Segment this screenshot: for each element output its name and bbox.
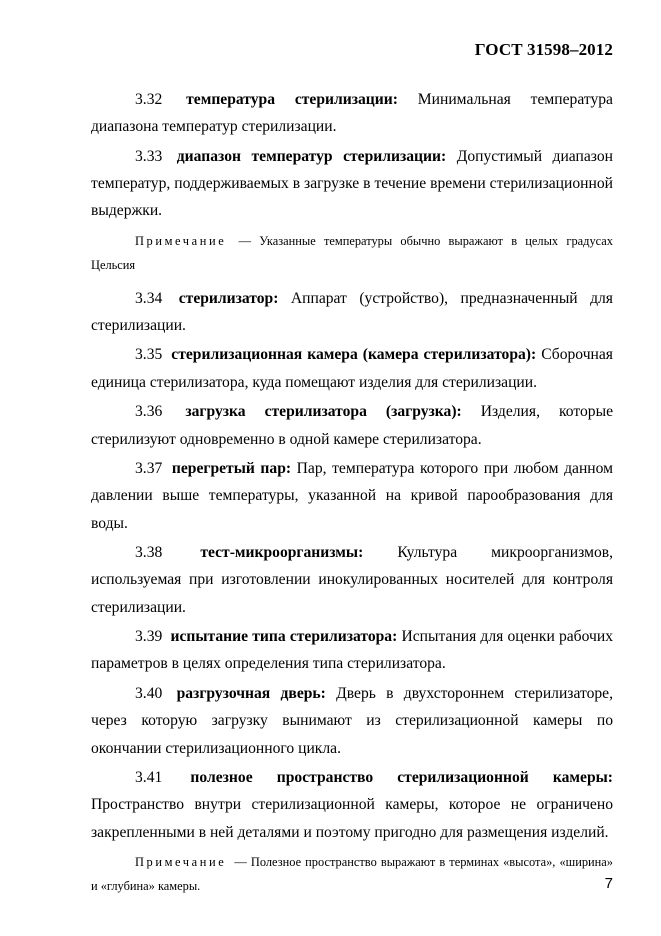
document-body: [91, 86, 613, 906]
note-useful-space: [91, 850, 613, 898]
definition-number: 3.39: [135, 628, 163, 646]
definition-text: Культура микроорганизмов, используемая при изготовлении инокулированных носителей для контроля стерилизации.: [91, 544, 614, 616]
standard-header: ГОСТ 31598–2012: [474, 40, 613, 59]
note-dash: —: [238, 233, 251, 248]
definition-text: Пар, температура которого при любом данном давлении выше температуры, указанной на кривой парообразования для воды.: [91, 460, 614, 532]
definition-3-41: [91, 764, 613, 846]
definition-term: стерилизационная камера (камера стерилизатора):: [171, 346, 537, 364]
definition-number: 3.37: [135, 460, 163, 478]
note-temperatures: [91, 229, 613, 277]
definition-number: 3.36: [135, 403, 163, 421]
definition-text: Минимальная температура диапазона температур стерилизации.: [91, 91, 613, 136]
note-label: Примечание: [135, 233, 227, 248]
definition-number: 3.33: [135, 147, 163, 165]
definition-term: загрузка стерилизатора (загрузка):: [185, 403, 462, 421]
definition-term: стерилизатор:: [178, 289, 279, 307]
page-number: 7: [604, 875, 613, 892]
definition-number: 3.35: [135, 346, 163, 364]
definition-text: Сборочная единица стерилизатора, куда помещают изделия для стерилизации.: [91, 346, 613, 391]
definition-number: 3.40: [135, 684, 163, 702]
definition-number: 3.38: [135, 544, 163, 562]
definition-number: 3.32: [135, 91, 163, 108]
definition-number: 3.34: [135, 289, 163, 307]
definition-term: температура стерилизации:: [186, 91, 398, 108]
definition-number: 3.41: [135, 769, 163, 787]
definition-text: Пространство внутри стерилизационной камеры, которое не ограничено закрепленными в ней деталями и поэтому пригодно для размещения изделий.: [91, 796, 613, 841]
definition-3-38: [91, 539, 613, 621]
definition-3-35: [91, 341, 613, 396]
definition-3-40: [91, 680, 613, 762]
note-dash: —: [234, 854, 247, 869]
definition-text: Аппарат (устройство), предназначенный для стерилизации.: [91, 289, 613, 334]
definition-text: Изделия, которые стерилизуют одновременно в одной камере стерилизатора.: [91, 403, 613, 448]
definition-3-39: [91, 623, 613, 678]
definition-3-33: [91, 143, 613, 225]
definition-term: разгрузочная дверь:: [176, 684, 326, 702]
note-text: Указанные температуры обычно выражают в целых градусах Цельсия: [91, 233, 613, 272]
definition-3-36: [91, 398, 613, 453]
note-label: Примечание: [135, 854, 227, 869]
definition-term: испытание типа стерилизатора:: [170, 628, 398, 646]
definition-3-34: [91, 285, 613, 340]
definition-term: диапазон температур стерилизации:: [176, 147, 447, 165]
definition-3-32: [91, 86, 613, 141]
definition-term: тест-микроорганизмы:: [200, 544, 364, 562]
definition-3-37: [91, 455, 613, 537]
definition-term: перегретый пар:: [171, 460, 292, 478]
definition-text: Испытания для оценки рабочих параметров в целях определения типа стерилизатора.: [91, 628, 613, 673]
note-text: Полезное пространство выражают в терминах «высота», «ширина» и «глубина» камеры.: [91, 854, 613, 893]
definition-text: Дверь в двухстороннем стерилизаторе, через которую загрузку вынимают из стерилизационной камеры по окончании стерилизационного цикла.: [91, 684, 613, 757]
definition-term: полезное пространство стерилизационной камеры:: [190, 769, 613, 787]
definition-text: Допустимый диапазон температур, поддерживаемых в загрузке в течение времени стерилизационной выдержки.: [91, 147, 613, 220]
